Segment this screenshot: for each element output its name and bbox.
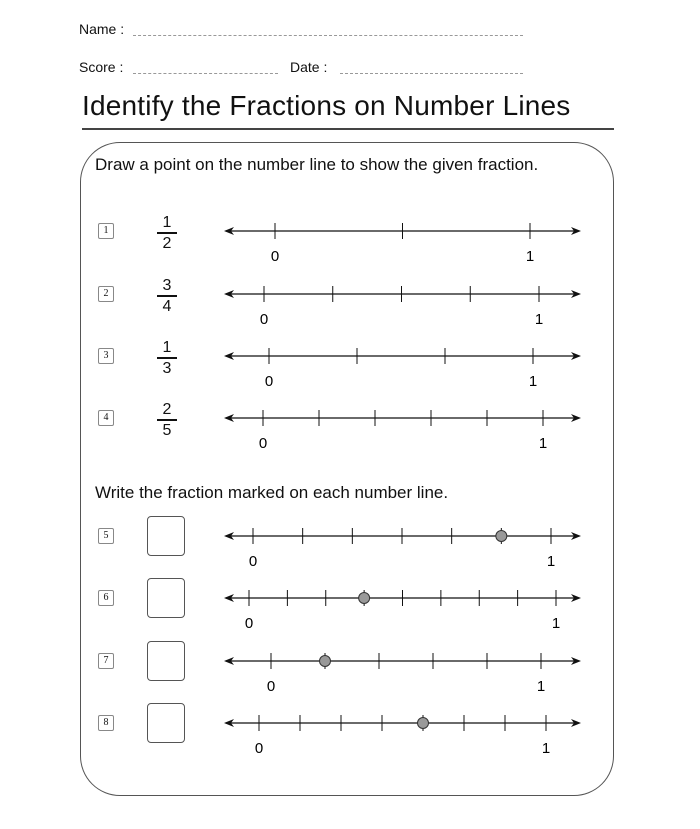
score-label: Score : bbox=[79, 59, 124, 75]
problem-number-badge: 4 bbox=[98, 410, 114, 426]
start-label: 0 bbox=[264, 373, 274, 390]
start-label: 0 bbox=[259, 311, 269, 328]
marked-point bbox=[496, 531, 507, 542]
denominator: 3 bbox=[162, 359, 172, 377]
end-label: 1 bbox=[538, 435, 548, 452]
end-label: 1 bbox=[541, 740, 551, 757]
section2-instruction: Write the fraction marked on each number line. bbox=[95, 483, 449, 502]
numerator: 2 bbox=[162, 401, 172, 418]
end-label: 1 bbox=[546, 553, 556, 570]
marked-point bbox=[359, 593, 370, 604]
problem-number-badge: 2 bbox=[98, 286, 114, 302]
denominator: 5 bbox=[162, 421, 172, 439]
section1-instruction: Draw a point on the number line to show the given fraction. bbox=[95, 155, 539, 174]
end-label: 1 bbox=[551, 615, 561, 632]
marked-point bbox=[418, 718, 429, 729]
start-label: 0 bbox=[254, 740, 264, 757]
numerator: 1 bbox=[162, 339, 172, 356]
start-label: 0 bbox=[258, 435, 268, 452]
date-label: Date : bbox=[290, 59, 328, 75]
end-label: 1 bbox=[528, 373, 538, 390]
end-label: 1 bbox=[536, 678, 546, 695]
page-title: Identify the Fractions on Number Lines bbox=[82, 90, 571, 121]
end-label: 1 bbox=[525, 248, 535, 265]
problem-number-badge: 3 bbox=[98, 348, 114, 364]
problem-number-badge: 7 bbox=[98, 653, 114, 669]
marked-point bbox=[320, 656, 331, 667]
problem-number-badge: 1 bbox=[98, 223, 114, 239]
problem-number-badge: 8 bbox=[98, 715, 114, 731]
start-label: 0 bbox=[270, 248, 280, 265]
start-label: 0 bbox=[248, 553, 258, 570]
start-label: 0 bbox=[266, 678, 276, 695]
name-label: Name : bbox=[79, 21, 125, 37]
problem-number-badge: 5 bbox=[98, 528, 114, 544]
start-label: 0 bbox=[244, 615, 254, 632]
numerator: 1 bbox=[162, 214, 172, 231]
numerator: 3 bbox=[162, 277, 172, 294]
denominator: 2 bbox=[162, 234, 172, 252]
end-label: 1 bbox=[534, 311, 544, 328]
denominator: 4 bbox=[162, 297, 172, 315]
problem-number-badge: 6 bbox=[98, 590, 114, 606]
